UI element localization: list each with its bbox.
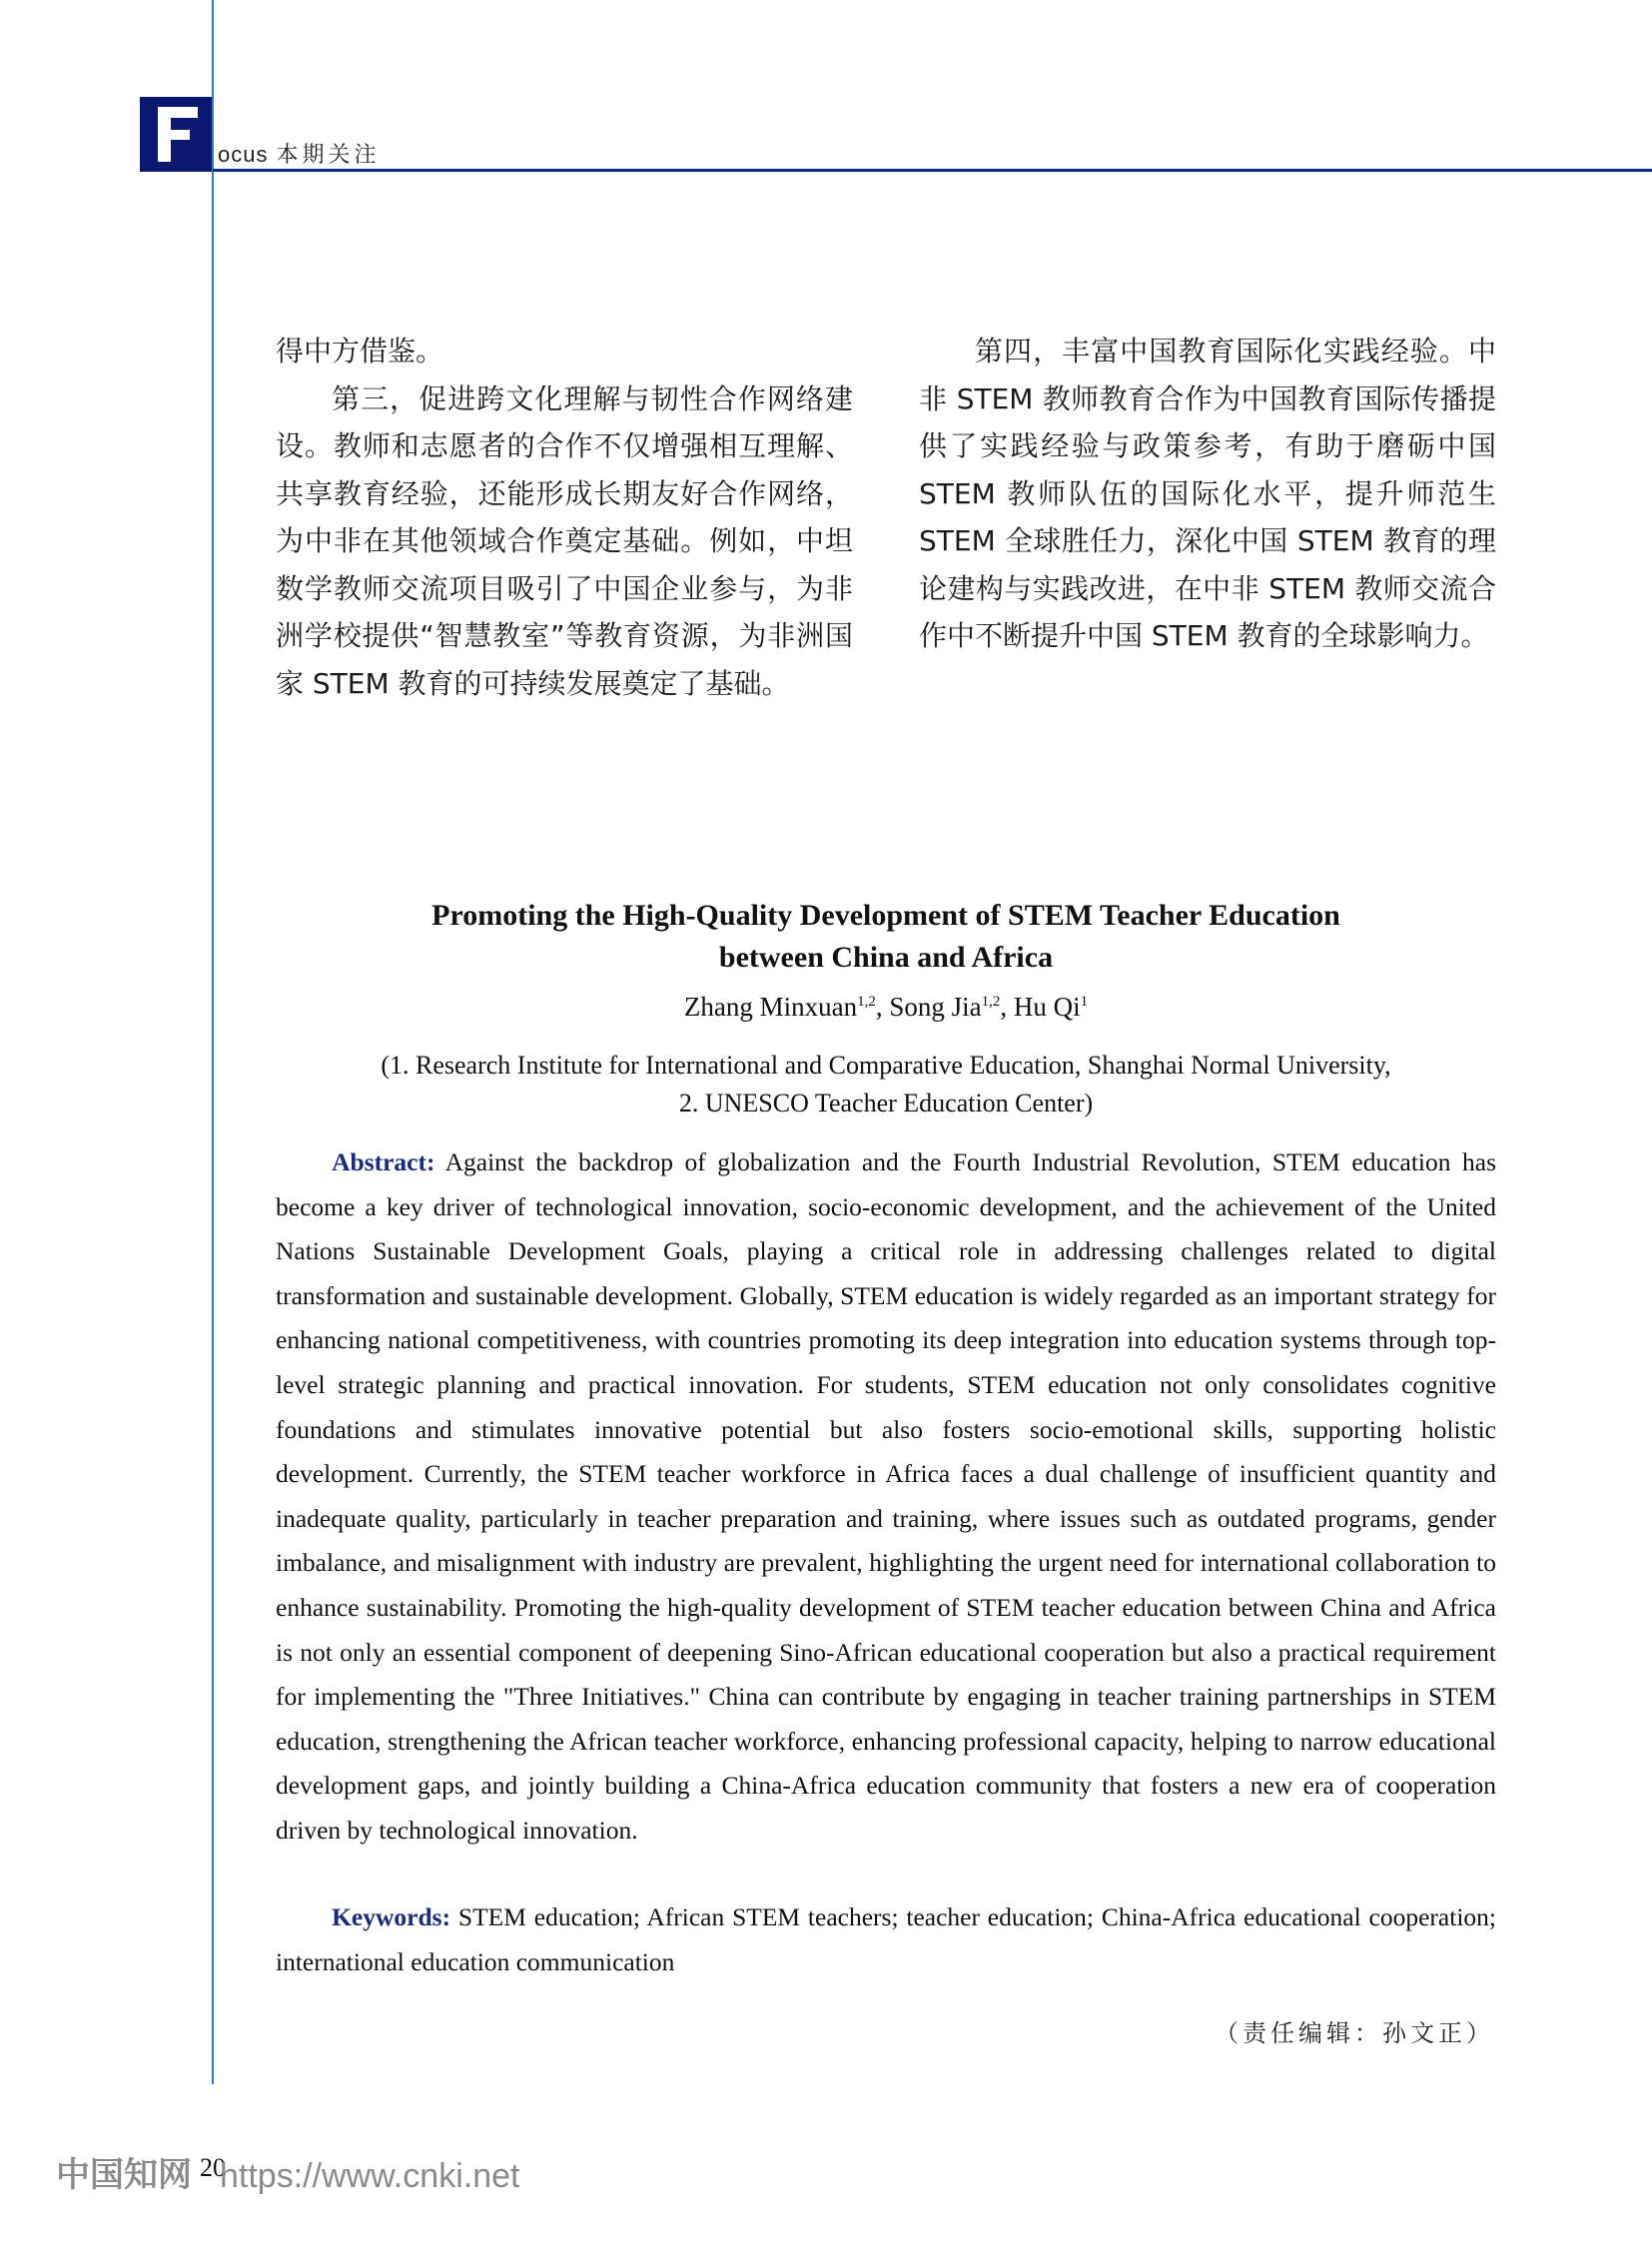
abstract-text: Against the backdrop of globalization and the Fourth Industrial Revolution, STEM education has become a key driver of technological innovation, socio-economic development, and the achievement of the United Nations Sustainable Development Goals, playing a critical role in addressing challenges related to digital transformation and sustainable development. Globally, STEM education is widely regarded as an important strategy for enhancing national competitiveness, with countries promoting its deep integration into education systems through top-level strategic planning and practical innovation. For students, STEM education not only consolidates cognitive foundations and stimulates innovative potential but also fosters socio-emotional skills, supporting holistic development. Currently, the STEM teacher workforce in Africa faces a dual challenge of insufficient quantity and inadequate quality, particularly in teacher preparation and training, where issues such as outdated programs, gender imbalance, and misalignment with industry are prevalent, highlighting the urgent need for international collaboration to enhance sustainability. Promoting the high-quality development of STEM teacher education between China and Africa is not only an essential component of deepening Sino-African educational cooperation but also a practical requirement for implementing the "Three Initiatives." China can contribute by engaging in teacher training partnerships in STEM education, strengthening the African teacher workforce, enhancing professional capacity, helping to narrow educational development gaps, and jointly building a China-Africa education community that fosters a new era of cooperation driven by technological innovation. <box>276 1147 1496 1845</box>
affiliations <box>276 1047 1496 1122</box>
right-column <box>919 328 1496 660</box>
keywords-text: STEM education; African STEM teachers; teacher education; China-Africa educational cooperation; international education communication <box>276 1902 1496 1976</box>
page-margin-vertical-rule <box>212 0 214 2084</box>
page-number: 20 <box>200 2153 226 2182</box>
title-line-1: Promoting the High-Quality Development of STEM Teacher Education <box>431 899 1340 932</box>
focus-logo-block <box>140 97 212 172</box>
left-column <box>276 328 853 707</box>
section-header-en: ocus <box>218 142 269 167</box>
keywords-label: Keywords: <box>332 1902 451 1931</box>
focus-logo-letter-f <box>158 107 198 162</box>
cnki-watermark: 中国知网 <box>56 2155 192 2195</box>
author-separator: , <box>1000 992 1014 1022</box>
author-name: Zhang Minxuan <box>683 992 858 1022</box>
affiliation-line-2: 2. UNESCO Teacher Education Center) <box>678 1089 1094 1118</box>
affiliation-line-1: (1. Research Institute for International and Comparative Education, Shanghai Normal University, <box>381 1051 1391 1080</box>
header-rule <box>213 169 1652 172</box>
author-list <box>276 989 1496 1025</box>
paragraph: 第四，丰富中国教育国际化实践经验。中非 STEM 教师教育合作为中国教育国际传播提供了实践经验与政策参考，有助于磨砺中国 STEM 教师队伍的国际化水平，提升师范生 STEM 全球胜任力，深化中国 STEM 教育的理论建构与实践改进，在中非 STEM 教师交流合作中不断提升中国 STEM 教育的全球影响力。 <box>919 335 1496 652</box>
abstract <box>276 1140 1496 1854</box>
editor-note: （责任编辑：孙文正） <box>1215 2019 1494 2047</box>
author-name: Hu Qi <box>1013 992 1081 1022</box>
title-line-2: between China and Africa <box>718 941 1054 974</box>
paragraph: 得中方借鉴。 <box>276 335 444 368</box>
author-affiliation-sup: 1,2 <box>857 994 876 1010</box>
abstract-label: Abstract: <box>332 1147 435 1176</box>
author-name: Song Jia <box>889 992 982 1022</box>
cnki-url[interactable]: https://www.cnki.net <box>220 2157 520 2195</box>
section-header <box>218 138 381 169</box>
article-title <box>276 895 1496 979</box>
section-header-cn: 本期关注 <box>276 143 381 168</box>
keywords <box>276 1895 1496 1984</box>
author-separator: , <box>875 992 890 1022</box>
author-affiliation-sup: 1,2 <box>981 994 1001 1010</box>
paragraph: 第三，促进跨文化理解与韧性合作网络建设。教师和志愿者的合作不仅增强相互理解、共享教育经验，还能形成长期友好合作网络，为中非在其他领域合作奠定基础。例如，中坦数学教师交流项目吸引了中国企业参与，为非洲学校提供“智慧教室”等教育资源，为非洲国家 STEM 教育的可持续发展奠定了基础。 <box>276 381 853 700</box>
author-affiliation-sup: 1 <box>1080 994 1089 1010</box>
